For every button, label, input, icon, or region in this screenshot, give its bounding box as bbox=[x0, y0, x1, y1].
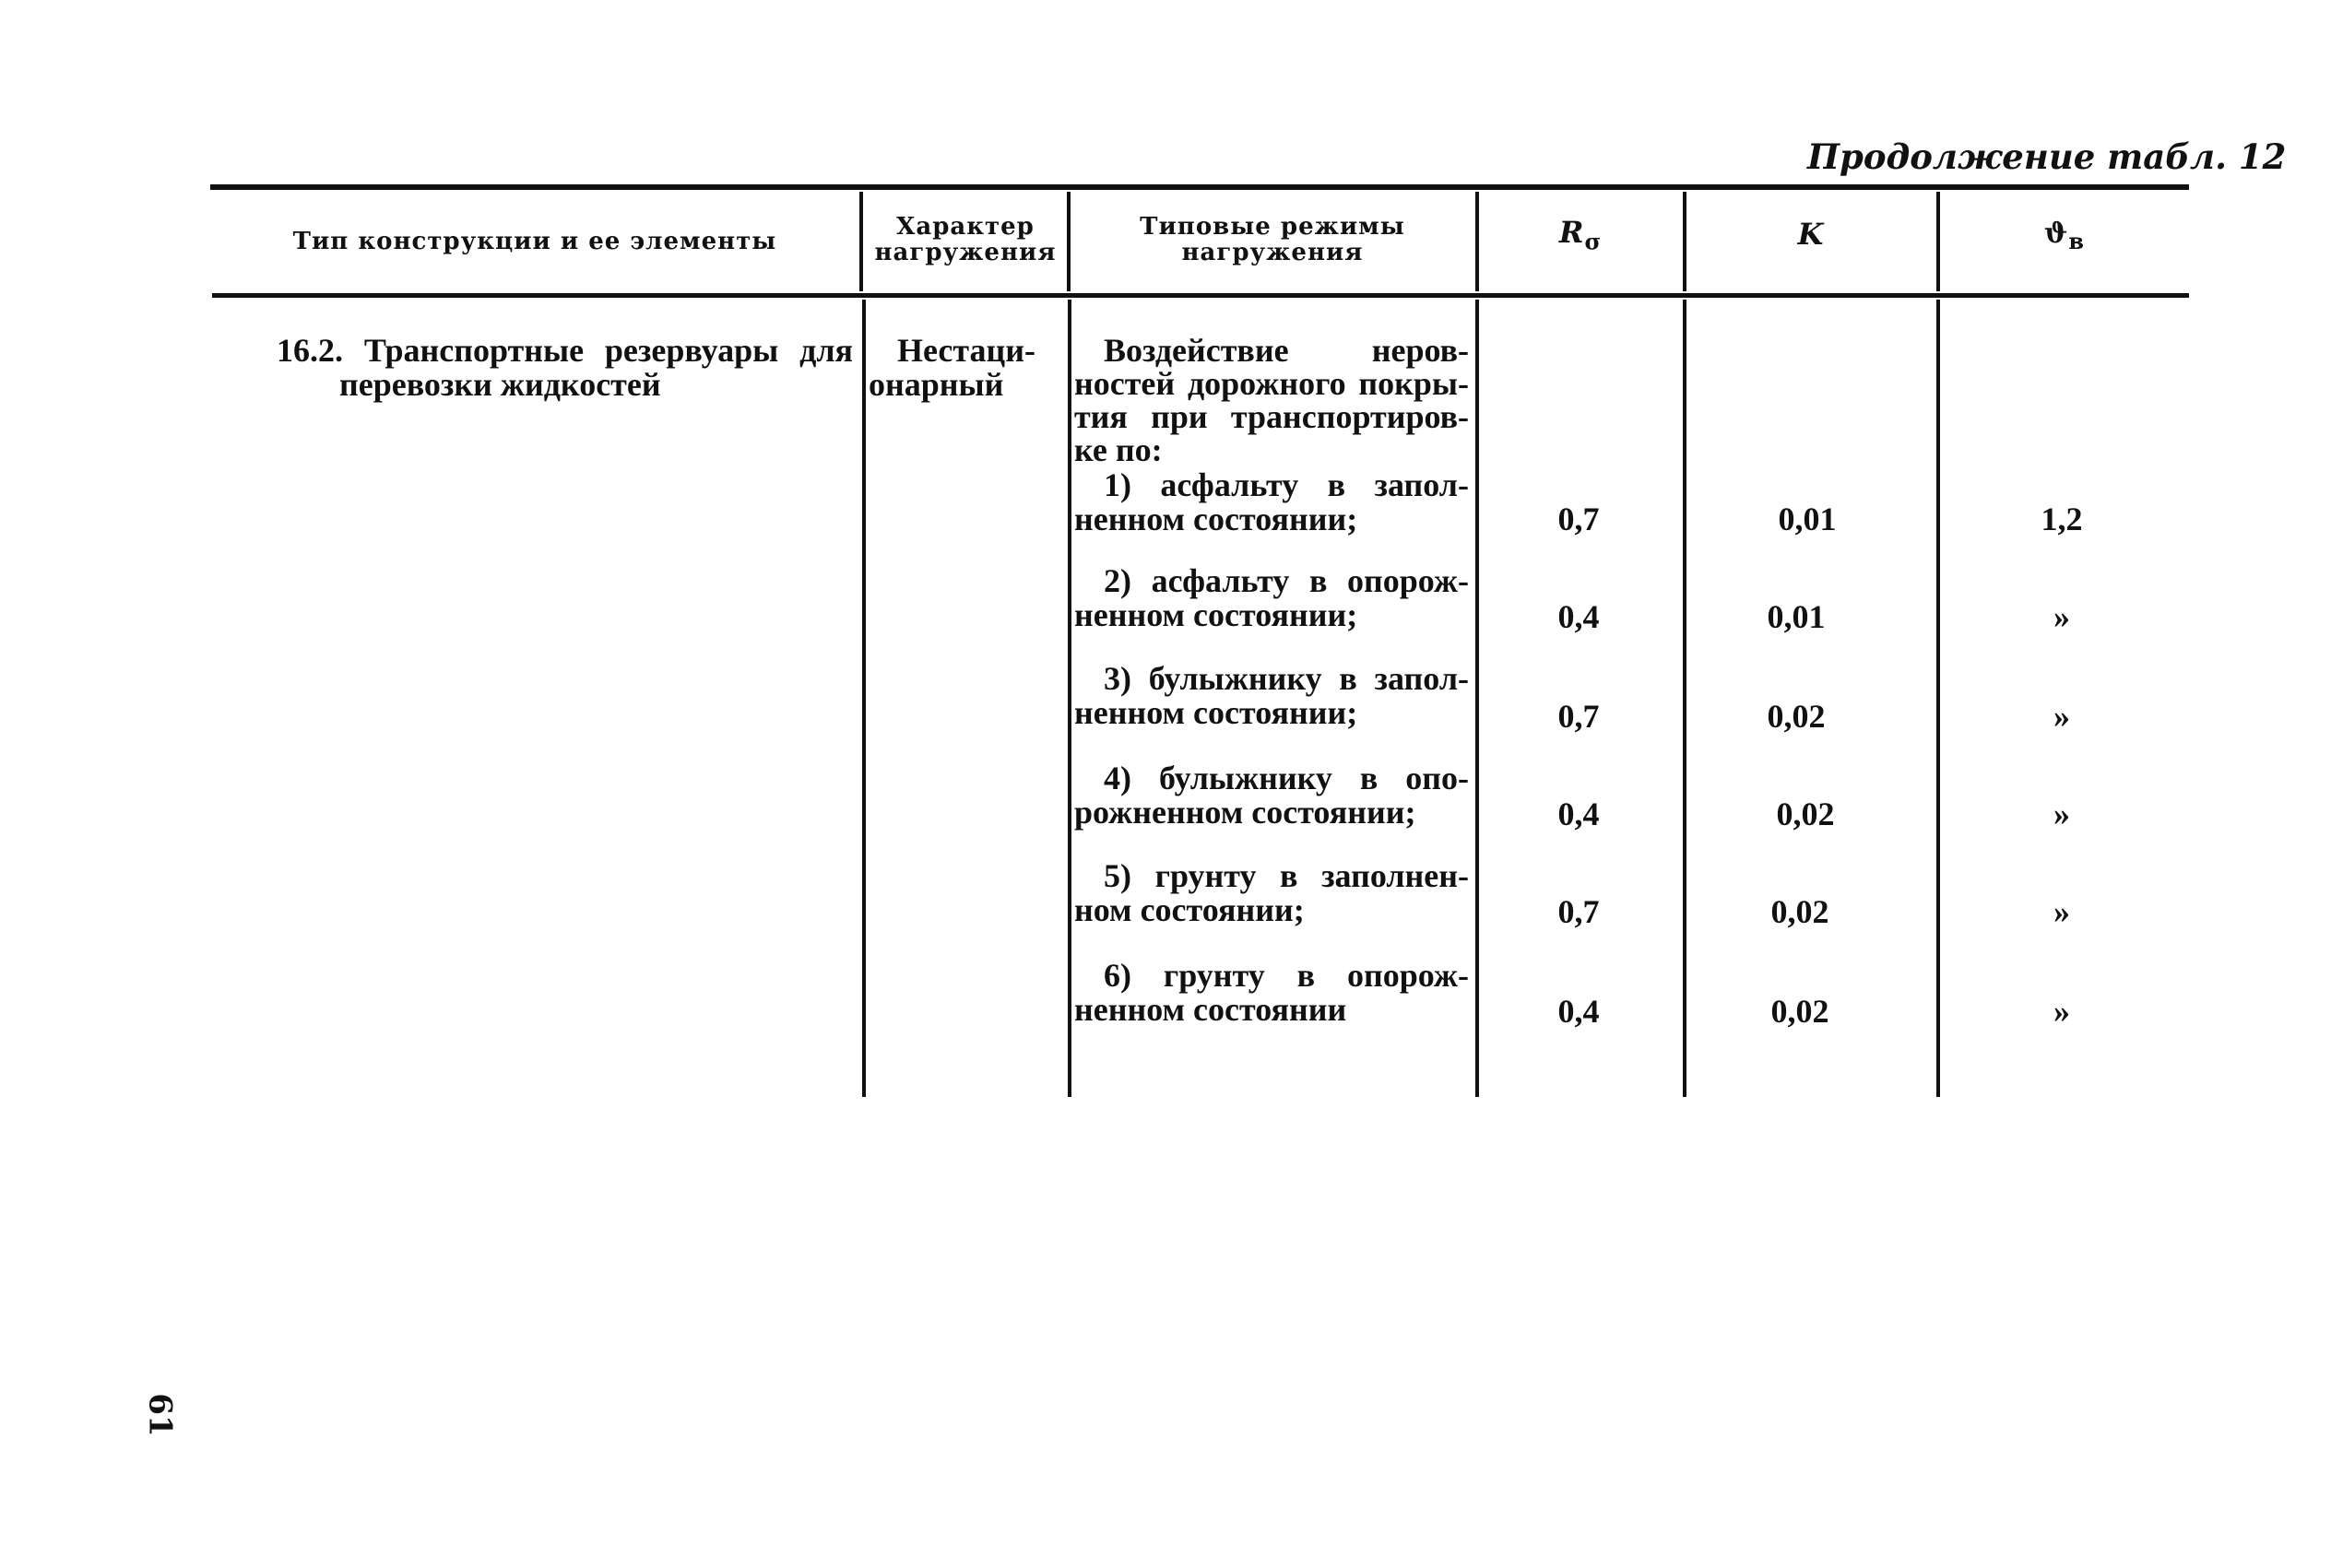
load-modes-intro bbox=[1074, 334, 1469, 466]
body-divider-5 bbox=[1936, 300, 1940, 1097]
load-mode-6-line-2: ненном состоянии bbox=[1074, 991, 1347, 1028]
load-mode-4 bbox=[1074, 761, 1469, 830]
k-value-4: 0,02 bbox=[1776, 796, 1835, 832]
load-mode-4-line-1: 4) булыжнику в опо- bbox=[1104, 760, 1469, 796]
element-line-1: 16.2. Транспортные резервуары для bbox=[277, 332, 853, 369]
load-mode-2-line-1: 2) асфальту в опорож- bbox=[1104, 562, 1469, 599]
load-mode-5 bbox=[1074, 859, 1469, 927]
header-r-sigma-sub: σ bbox=[1584, 228, 1603, 255]
page-number: 61 bbox=[141, 1393, 179, 1437]
r-value-6: 0,4 bbox=[1557, 993, 1600, 1030]
body-divider-1 bbox=[862, 300, 866, 1097]
r-value-3: 0,7 bbox=[1557, 698, 1600, 735]
header-bottom-rule bbox=[212, 293, 2189, 298]
load-mode-5-line-2: ном состоянии; bbox=[1074, 891, 1305, 928]
k-value-2: 0,01 bbox=[1767, 598, 1826, 635]
load-character-line-1: Нестаци- bbox=[897, 332, 1035, 369]
load-mode-6 bbox=[1074, 959, 1469, 1027]
element-description bbox=[277, 334, 853, 402]
table-top-rule bbox=[210, 184, 2189, 190]
header-divider-2 bbox=[1067, 192, 1071, 291]
intro-line-3: тия при транспортиров- bbox=[1074, 398, 1469, 435]
r-value-4: 0,4 bbox=[1557, 796, 1600, 832]
header-k: K bbox=[1797, 217, 1825, 252]
header-theta-v: $ϑ_в$ bbox=[2043, 218, 2086, 254]
load-character-line-2: онарный bbox=[869, 366, 1004, 403]
header-divider-4 bbox=[1683, 192, 1686, 291]
v-value-5: » bbox=[2053, 893, 2070, 930]
header-load-character: Характер нагружения bbox=[874, 213, 1057, 266]
load-mode-3-line-1: 3) булыжнику в запол- bbox=[1104, 660, 1469, 697]
header-r-sigma: $R_\sigma$ bbox=[1558, 215, 1603, 255]
header-divider-5 bbox=[1936, 192, 1940, 291]
header-divider-1 bbox=[859, 192, 863, 291]
r-value-5: 0,7 bbox=[1557, 893, 1600, 930]
load-character bbox=[869, 334, 1064, 402]
load-mode-3 bbox=[1074, 662, 1469, 730]
v-value-6: » bbox=[2053, 993, 2070, 1030]
load-mode-6-line-1: 6) грунту в опорож- bbox=[1104, 957, 1469, 994]
intro-line-4: ке по: bbox=[1074, 431, 1163, 468]
body-divider-2 bbox=[1068, 300, 1071, 1097]
r-value-2: 0,4 bbox=[1557, 598, 1600, 635]
load-mode-4-line-2: рожненном состоянии; bbox=[1074, 794, 1416, 831]
load-mode-1-line-2: ненном состоянии; bbox=[1074, 501, 1358, 537]
v-value-2: » bbox=[2053, 598, 2070, 635]
header-construction-type: Тип конструкции и ее элементы bbox=[292, 228, 777, 255]
load-mode-1 bbox=[1074, 468, 1469, 536]
table-caption: Продолжение табл. 12 bbox=[1807, 136, 2287, 177]
k-value-3: 0,02 bbox=[1767, 698, 1826, 735]
header-divider-3 bbox=[1475, 192, 1479, 291]
k-value-5: 0,02 bbox=[1770, 893, 1829, 930]
load-mode-2-line-2: ненном состоянии; bbox=[1074, 596, 1358, 633]
body-divider-3 bbox=[1475, 300, 1479, 1097]
header-load-modes: Типовые режимы нагружения bbox=[1140, 213, 1405, 266]
body-divider-4 bbox=[1683, 300, 1686, 1097]
r-value-1: 0,7 bbox=[1557, 501, 1600, 537]
element-line-2: перевозки жидкостей bbox=[339, 366, 661, 403]
load-mode-5-line-1: 5) грунту в заполнен- bbox=[1104, 857, 1469, 894]
v-value-1: 1,2 bbox=[2041, 501, 2083, 537]
k-value-6: 0,02 bbox=[1770, 993, 1829, 1030]
header-theta-v-sub: в bbox=[2068, 228, 2086, 254]
v-value-3: » bbox=[2053, 698, 2070, 735]
intro-line-2: ностей дорожного покры- bbox=[1074, 365, 1469, 402]
intro-line-1: Воздействие неров- bbox=[1104, 332, 1469, 369]
load-mode-1-line-1: 1) асфальту в запол- bbox=[1104, 466, 1469, 503]
load-mode-2 bbox=[1074, 564, 1469, 632]
k-value-1: 0,01 bbox=[1778, 501, 1837, 537]
load-mode-3-line-2: ненном состоянии; bbox=[1074, 694, 1358, 731]
v-value-4: » bbox=[2053, 796, 2070, 832]
